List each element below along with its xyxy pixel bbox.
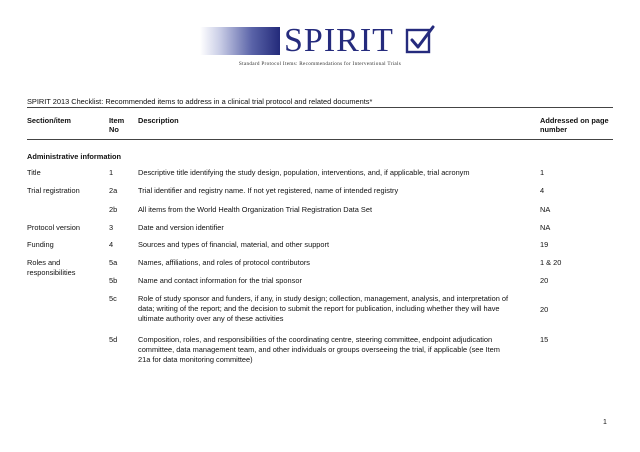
row-page: 4 — [540, 186, 545, 195]
row-item-no: 3 — [109, 223, 114, 232]
row-item-no: 2a — [109, 186, 118, 195]
table-header-rule — [27, 139, 613, 140]
header-item-no: Item No — [109, 116, 125, 134]
logo-wordmark: SPIRIT — [284, 22, 394, 59]
document-title: SPIRIT 2013 Checklist: Recommended items to address in a clinical trial protocol and related documents* — [27, 97, 373, 106]
logo-tagline: Standard Protocol Items: Recommendations for Interventional Trials — [238, 61, 402, 67]
row-page: 20 — [540, 276, 549, 285]
logo-gradient-bar — [200, 27, 280, 55]
row-description: Names, affiliations, and roles of protocol contributors — [138, 258, 310, 267]
row-section: Trial registration — [27, 186, 80, 195]
page-number: 1 — [603, 419, 607, 426]
row-description: Trial identifier and registry name. If not yet registered, name of intended registry — [138, 186, 399, 195]
row-item-no: 2b — [109, 205, 118, 214]
row-description: All items from the World Health Organization Trial Registration Data Set — [138, 205, 372, 214]
row-page: 1 & 20 — [540, 258, 562, 267]
row-item-no: 5b — [109, 276, 118, 285]
row-description: Name and contact information for the trial sponsor — [138, 276, 302, 285]
row-description: Descriptive title identifying the study design, population, interventions, and, if applicable, trial acronym — [138, 168, 470, 177]
row-page: 20 — [540, 305, 549, 314]
row-section: Funding — [27, 240, 54, 249]
row-page: 1 — [540, 168, 545, 177]
row-page: NA — [540, 205, 551, 214]
row-item-no: 5c — [109, 294, 117, 303]
header-section-item: Section/item — [27, 116, 71, 125]
header-description: Description — [138, 116, 179, 125]
section-administrative-information: Administrative information — [27, 152, 122, 161]
row-page: 19 — [540, 240, 549, 249]
row-page: 15 — [540, 335, 549, 344]
spirit-logo — [200, 22, 440, 72]
row-item-no: 5d — [109, 335, 118, 344]
row-item-no: 4 — [109, 240, 114, 249]
row-item-no: 5a — [109, 258, 118, 267]
row-description: Date and version identifier — [138, 223, 224, 232]
row-description: Role of study sponsor and funders, if any, in study design; collection, management, analysis, and interpretation of data; writing of the report; and the decision to submit the report for publication, including whether they will have ultimate authority over any of these activities — [138, 294, 509, 324]
row-section: Title — [27, 168, 41, 177]
row-page: NA — [540, 223, 551, 232]
table-top-rule — [27, 107, 613, 108]
checkbox-check-icon — [405, 25, 435, 55]
row-description: Sources and types of financial, material, and other support — [138, 240, 330, 249]
row-description: Composition, roles, and responsibilities of the coordinating centre, steering committee, endpoint adjudication committee, data management team, and other individuals or groups overseeing the trial, if applicable (see Item 21a for data monitoring committee) — [138, 335, 500, 365]
row-section: Roles and responsibilities — [27, 258, 76, 278]
row-section: Protocol version — [27, 223, 80, 232]
row-item-no: 1 — [109, 168, 114, 177]
header-page-number: Addressed on page number — [540, 116, 609, 134]
